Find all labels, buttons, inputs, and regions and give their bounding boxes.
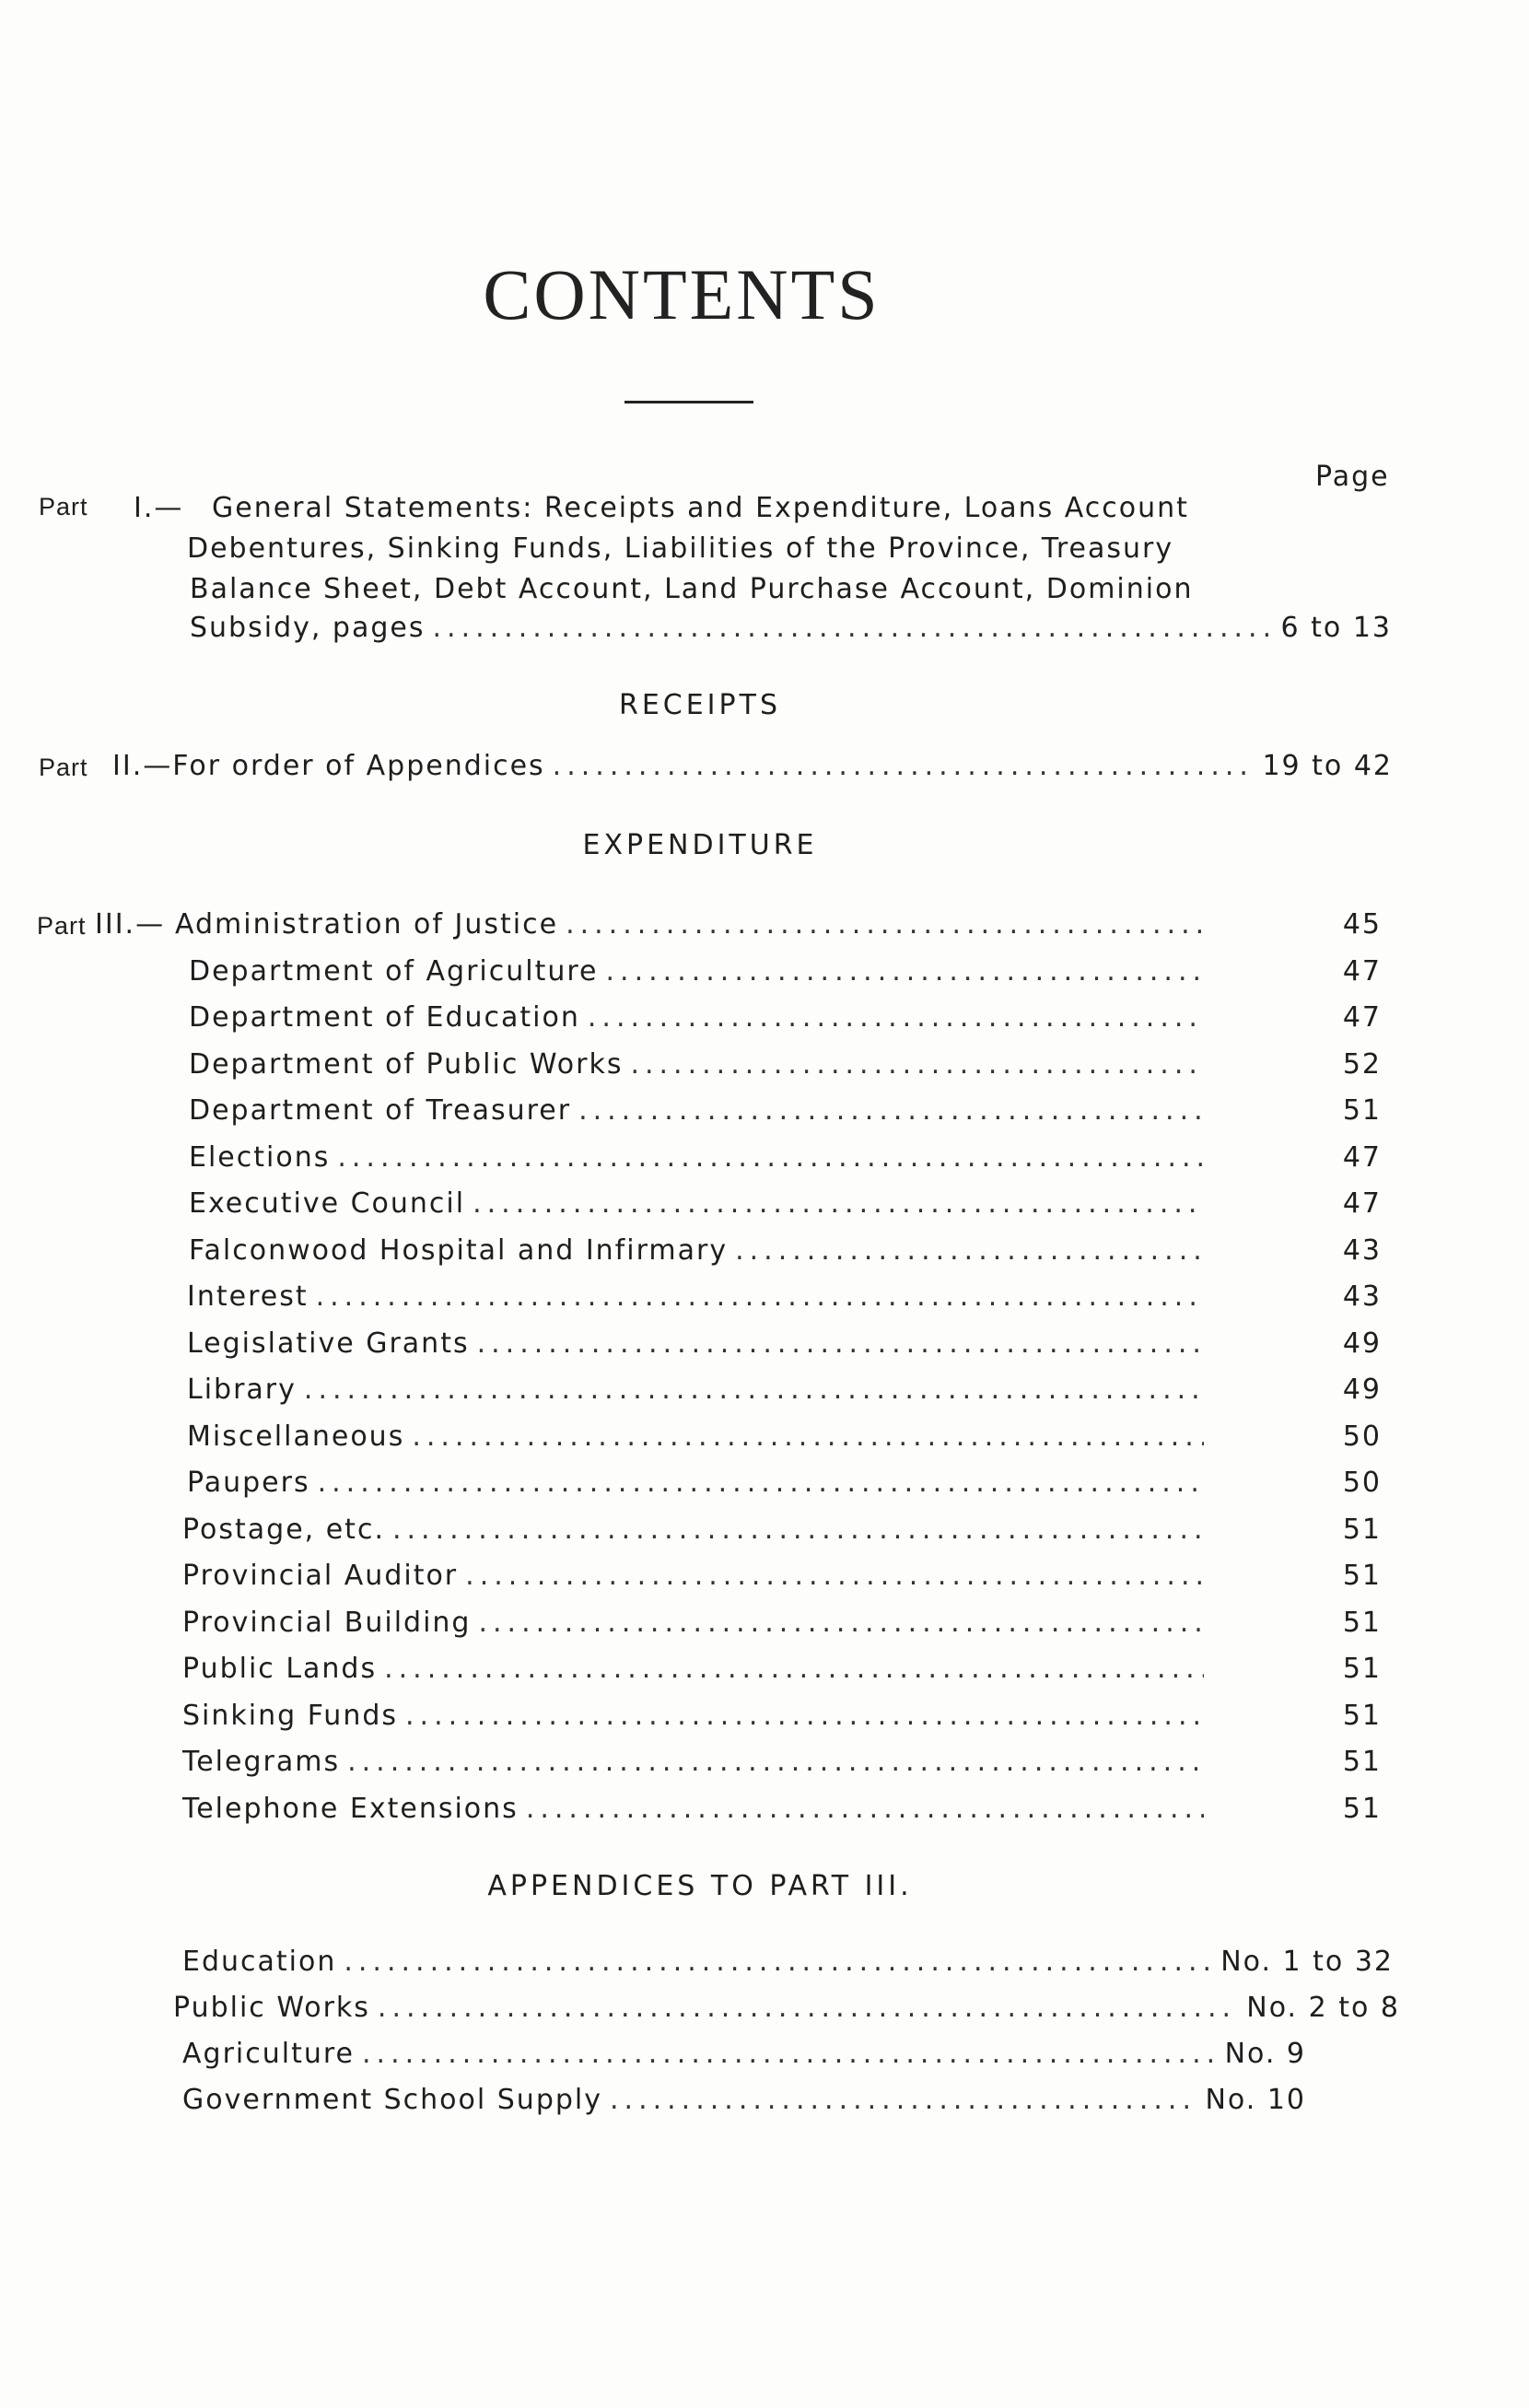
expenditure-label: Provincial Building [182, 1606, 472, 1639]
expenditure-row [189, 1001, 1211, 1042]
expenditure-label: Miscellaneous [187, 1420, 405, 1453]
expenditure-label: Public Lands [182, 1653, 378, 1685]
appendix-ref: No. 9 [1224, 2038, 1306, 2070]
expenditure-row [189, 1094, 1211, 1135]
dot-leader [606, 955, 1204, 988]
expenditure-label: Elections [189, 1140, 331, 1174]
expenditure-row [189, 1187, 1211, 1228]
expenditure-page: 45 [1342, 908, 1382, 941]
expenditure-label: Provincial Auditor [182, 1560, 459, 1592]
part-1-line: General Statements: Receipts and Expenditure, Loans Account [212, 492, 1189, 524]
dot-leader [478, 1607, 1204, 1639]
part-1-last-text: Subsidy, pages [190, 612, 426, 644]
expenditure-label: Department of Treasurer [189, 1094, 572, 1127]
dot-leader [405, 1700, 1204, 1732]
expenditure-page: 51 [1342, 1746, 1382, 1778]
expenditure-page: 47 [1342, 1187, 1382, 1220]
expenditure-heading: EXPENDITURE [582, 829, 818, 861]
appendix-label: Government School Supply [182, 2084, 602, 2116]
dot-leader [578, 1094, 1204, 1127]
expenditure-row [182, 1793, 1211, 1833]
dot-leader [384, 1653, 1204, 1685]
expenditure-page: 43 [1342, 1233, 1382, 1267]
expenditure-label: Legislative Grants [187, 1327, 470, 1360]
expenditure-row [182, 1653, 1211, 1693]
expenditure-page: 51 [1342, 1094, 1382, 1127]
appendix-label: Public Works [173, 1992, 370, 2024]
part-1-line: Debentures, Sinking Funds, Liabilities of the Province, Treasury [187, 532, 1174, 565]
expenditure-label: Sinking Funds [182, 1699, 399, 1732]
appendix-row [182, 2084, 1306, 2124]
expenditure-row [189, 1141, 1211, 1182]
expenditure-page: 51 [1342, 1560, 1382, 1592]
expenditure-label: Department of Agriculture [189, 954, 599, 988]
expenditure-page: 49 [1342, 1373, 1382, 1406]
expenditure-label: Administration of Justice [175, 908, 559, 941]
part-3-label: Part [37, 912, 87, 940]
expenditure-label: Department of Public Works [189, 1047, 624, 1081]
part-2-pages: 19 to 42 [1262, 750, 1393, 782]
appendix-row [182, 2038, 1306, 2078]
dot-leader [566, 908, 1204, 941]
appendix-row [173, 1992, 1400, 2032]
expenditure-page: 51 [1342, 1653, 1382, 1685]
dot-leader [588, 1001, 1204, 1034]
dot-leader [526, 1793, 1204, 1825]
dot-leader [477, 1327, 1204, 1360]
dot-leader [412, 1420, 1204, 1453]
part-1-numeral: I.— [134, 492, 184, 524]
appendix-label: Education [182, 1946, 337, 1978]
part-1-line: Balance Sheet, Debt Account, Land Purchase Account, Dominion [190, 573, 1194, 605]
page-column-header: Page [1315, 461, 1390, 493]
page-title: CONTENTS [483, 254, 881, 334]
expenditure-row [182, 1560, 1211, 1600]
dot-leader [630, 1048, 1204, 1081]
expenditure-label: Executive Council [189, 1187, 466, 1220]
expenditure-row [189, 1234, 1211, 1275]
expenditure-row [189, 955, 1211, 996]
expenditure-page: 49 [1342, 1327, 1382, 1360]
appendix-row [182, 1946, 1394, 1986]
expenditure-row [189, 1048, 1211, 1089]
part-1-pages: 6 to 13 [1280, 612, 1392, 644]
part-2-entry [112, 750, 1393, 790]
expenditure-label: Paupers [187, 1467, 310, 1499]
dot-leader [392, 1514, 1204, 1546]
part-2-text: For order of Appendices [172, 750, 545, 782]
expenditure-label: Interest [187, 1280, 309, 1313]
expenditure-row [187, 1373, 1211, 1414]
dot-leader [337, 1141, 1204, 1174]
dot-leader [316, 1280, 1204, 1313]
expenditure-row [187, 1327, 1211, 1368]
expenditure-row [182, 1514, 1211, 1554]
part-3-numeral: III.— [95, 908, 166, 941]
dot-leader [318, 1467, 1204, 1499]
dot-leader [304, 1373, 1204, 1406]
expenditure-row [187, 1467, 1211, 1507]
part-2-label: Part [39, 754, 88, 781]
expenditure-row [175, 908, 1211, 949]
dot-leader [553, 750, 1255, 782]
expenditure-row [187, 1280, 1211, 1321]
dot-leader [465, 1560, 1204, 1592]
expenditure-label: Falconwood Hospital and Infirmary [189, 1233, 729, 1267]
expenditure-page: 43 [1342, 1280, 1382, 1313]
expenditure-label: Library [187, 1373, 297, 1406]
appendices-heading: APPENDICES TO PART III. [487, 1870, 913, 1902]
dot-leader [433, 612, 1274, 644]
expenditure-page: 47 [1342, 1001, 1382, 1034]
expenditure-label: Postage, etc. [182, 1513, 385, 1546]
part-1-last-line [190, 612, 1392, 652]
expenditure-label: Department of Education [189, 1001, 580, 1034]
expenditure-page: 51 [1342, 1792, 1382, 1825]
expenditure-page: 51 [1342, 1699, 1382, 1732]
appendix-ref: No. 1 to 32 [1220, 1946, 1394, 1978]
appendix-ref: No. 10 [1205, 2084, 1306, 2116]
receipts-heading: RECEIPTS [618, 689, 781, 721]
appendix-ref: No. 2 to 8 [1246, 1992, 1400, 2024]
part-2-numeral: II.— [112, 750, 173, 782]
expenditure-page: 50 [1342, 1467, 1382, 1499]
expenditure-page: 52 [1342, 1047, 1382, 1081]
expenditure-page: 47 [1342, 1140, 1382, 1174]
expenditure-row [187, 1420, 1211, 1461]
expenditure-row [182, 1607, 1211, 1647]
expenditure-label: Telegrams [182, 1746, 341, 1778]
dot-leader [610, 2084, 1197, 2116]
dot-leader [378, 1992, 1239, 2024]
expenditure-page: 47 [1342, 954, 1382, 988]
title-rule [624, 401, 753, 403]
dot-leader [344, 1946, 1213, 1978]
dot-leader [735, 1234, 1204, 1267]
expenditure-page: 51 [1342, 1513, 1382, 1546]
dot-leader [347, 1746, 1204, 1778]
expenditure-row [182, 1746, 1211, 1786]
dot-leader [362, 2038, 1218, 2070]
expenditure-row [182, 1700, 1211, 1740]
dot-leader [473, 1187, 1204, 1220]
expenditure-page: 50 [1342, 1420, 1382, 1453]
part-1-label: Part [39, 493, 88, 520]
expenditure-label: Telephone Extensions [182, 1792, 519, 1825]
appendix-label: Agriculture [182, 2038, 355, 2070]
expenditure-page: 51 [1342, 1606, 1382, 1639]
